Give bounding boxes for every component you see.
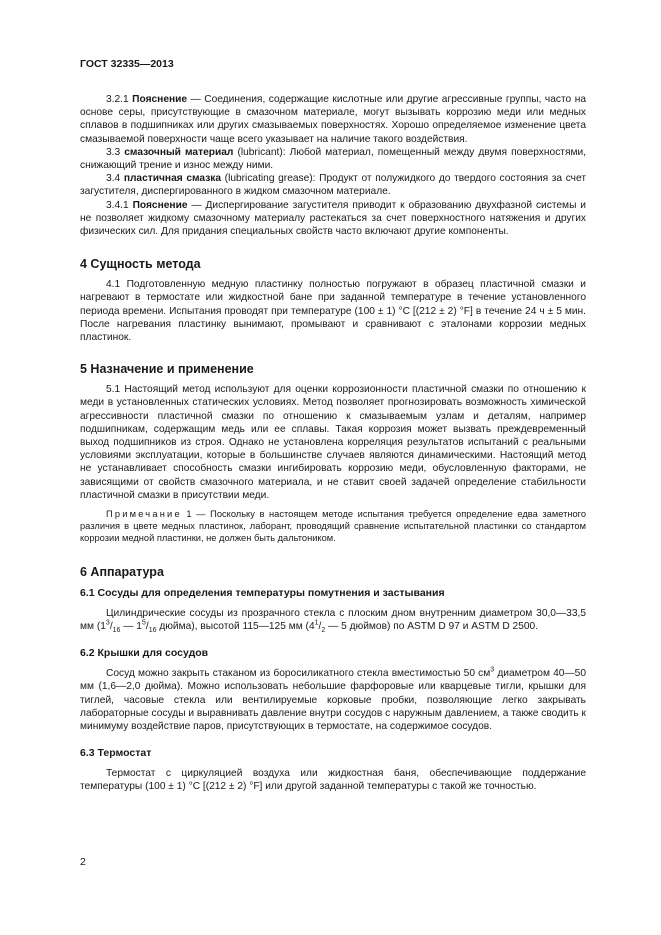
clause-text: — Соединения, содержащие кислотные или другие агрессивные группы, часто на основе серы, присутствующие в смазочном материале, могут вызывать коррозию меди или медных сплавов в подшипниках или других смазываемых поверхностях. Хорошо определяемое изменение цвета смазываемой поверхности чаще всего указывает на наличие такого воздействия. — [80, 94, 586, 145]
fraction-numerator: 1 — [314, 619, 319, 627]
clause-4-1: 4.1 Подготовленную медную пластинку полностью погружают в образец пластичной смазки и нагревают в термостате или жидкостной бане при заданной температуре в течение установленного периода времени. Испытания проводят при температуре (100 ± 1) °С [(212 ± 2) °F] в течение 24 ч ± 5 мин. После нагревания пластинку вынимают, промывают и сравнивают с эталонами коррозии медных пластинок. — [80, 279, 586, 344]
clause-text: (lubricant): Любой материал, помещенный между двумя поверхностями, снижающий трение и износ между ними. — [80, 146, 586, 172]
clause-term: Пояснение — [132, 199, 188, 211]
clause-number: 3.2.1 — [106, 94, 129, 105]
clause-3-4-1 — [80, 199, 586, 239]
note-text: 1 — Поскольку в настоящем методе испытания требуется определение едва заметного различия в цвете медных пластинок, лаборант, проводящий сравнение испытательной пластинки со стандартом коррозии медной пластинки, не должен быть дальтоником. — [80, 509, 586, 544]
clause-term: смазочный материал — [124, 146, 234, 158]
section-6-heading: 6 Аппаратура — [80, 564, 164, 579]
fraction-numerator: 3 — [105, 619, 110, 627]
page-content — [80, 93, 586, 794]
clause-text: — Диспергирование загустителя приводит к образованию двухфазной системы и не позволяет жидкому смазочному материалу растекаться за счет поверхностного натяжения и других физических сил. Для придания специальных свойств часто включают другие компоненты. — [80, 199, 586, 238]
clause-term: пластичная смазка — [123, 173, 222, 185]
subsection-6-3-heading: 6.3 Термостат — [80, 747, 152, 760]
subsection-6-1-heading: 6.1 Сосуды для определения температуры помутнения и застывания — [80, 586, 445, 599]
clause-6-3-text: Термостат с циркуляцией воздуха или жидкостная баня, обеспечивающие поддержание температуры (100 ± 1) °С [(212 ± 2) °F] или другой заданной температуры с такой же точностью. — [80, 768, 586, 793]
section-4-heading: 4 Сущность метода — [80, 257, 201, 272]
clause-text: (lubricating grease): Продукт от полужидкого до твердого состояния за счет загустителя, диспергированного в жидком смазочном материале. — [80, 173, 586, 198]
clause-5-1: 5.1 Настоящий метод используют для оценки коррозионности пластичной смазки по отношению к меди в установленных статических условиях. Метод позволяет прогнозировать возможность химической агрессивности пластичной смазки по отношению к смазываемым узлам и деталям, например подшипникам, содержащим медь или ее сплавы. Такая коррозия может вызвать преждевременный выход подшипников из строя. Однако не установлена корреляция результатов испытаний с реальными условиями эксплуатации, которые в большинстве случаев являются динамическими. Настоящий метод не устанавливает способность смазки ингибировать коррозию меди, обусловленную факторами, не зависящими от свойств смазочного материала, и не ставит своей задачей определение стабильности пластичной смазки в присутствии меди. — [80, 384, 586, 501]
clause-6-1-text: Цилиндрические сосуды из прозрачного стекла с плоским дном внутренним диаметром 30,0—33,5 мм ($1^3/_{16}$ — $1^5/_{16}$ дюйма), высотой 115—125 мм ($4^1/_2$ — 5 дюймов) по ASTM D 97 и ASTM D 2500. — [80, 607, 586, 634]
page-header: ГОСТ 32335—2013 — [80, 58, 174, 70]
note-label: Примечание — [106, 509, 182, 520]
superscript: 3 — [490, 666, 495, 674]
fraction-denominator: 16 — [112, 626, 121, 634]
clause-3-4 — [80, 172, 586, 198]
note-1 — [80, 508, 586, 545]
page-number: 2 — [80, 856, 86, 868]
section-5-heading: 5 Назначение и применение — [80, 362, 254, 377]
subsection-6-2-heading: 6.2 Крышки для сосудов — [80, 647, 209, 660]
clause-number: 3.4 — [106, 173, 121, 185]
clause-6-2-text: Сосуд можно закрыть стаканом из боросиликатного стекла вместимостью 50 $см^3$ диаметром 40—50 мм (1,6—2,0 дюйма). Можно использовать небольшие фарфоровые или кварцевые тигли, крышки для тиглей, часовые стекла или вентилируемые корковые пробки, позволяющие легко закрывать лабораторные сосуды и выравнивать давление внутри сосудов с наружным давлением, а также сводить к минимуму воздействие паров, присутствующих в термостате, на содержимое сосудов. — [80, 666, 586, 732]
fraction-denominator: 2 — [321, 626, 326, 634]
fraction-numerator: 5 — [141, 619, 146, 627]
fraction-denominator: 16 — [148, 626, 157, 634]
clause-3-3 — [80, 146, 586, 172]
clause-3-2-1 — [80, 93, 586, 146]
clause-number: 3.3 — [106, 146, 121, 158]
clause-number: 3.4.1 — [106, 199, 129, 211]
clause-term: Пояснение — [132, 94, 188, 105]
